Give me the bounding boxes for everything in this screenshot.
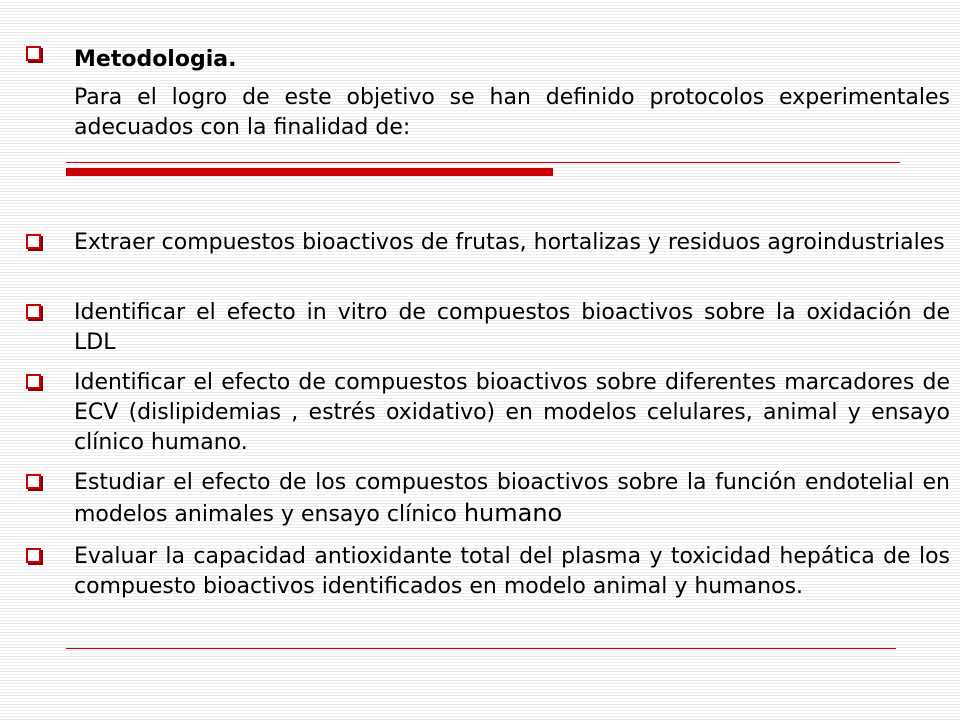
bullet-square-icon xyxy=(26,304,41,319)
list-item-text: Estudiar el efecto de los compuestos bioactivos sobre la función endotelial en modelos animales y ensayo clínico xyxy=(74,470,950,527)
list-item: Extraer compuestos bioactivos de frutas, hortalizas y residuos agroindustriales xyxy=(74,230,945,255)
list-item-tail: humano xyxy=(463,499,563,527)
divider-thin xyxy=(66,162,900,163)
bullet-square-icon xyxy=(26,474,41,489)
divider-thick xyxy=(66,168,553,176)
intro-paragraph: Para el logro de este objetivo se han definido protocolos experimentales adecuados con la finalidad de: xyxy=(74,85,950,140)
list-item xyxy=(74,468,950,530)
list-item: Identificar el efecto de compuestos bioactivos sobre diferentes marcadores de ECV (dislipidemias , estrés oxidativo) en modelos celulares, animal y ensayo clínico humano. xyxy=(74,370,950,455)
bullet-square-icon xyxy=(26,234,41,249)
section-heading: Metodologia. xyxy=(74,47,237,72)
list-item: Identificar el efecto in vitro de compuestos bioactivos sobre la oxidación de LDL xyxy=(74,300,950,355)
bottom-rule xyxy=(66,648,896,649)
bullet-square-icon xyxy=(26,374,41,389)
list-item: Evaluar la capacidad antioxidante total del plasma y toxicidad hepática de los compuesto bioactivos identificados en modelo animal y humanos. xyxy=(74,544,950,599)
heading-bullet-icon xyxy=(26,46,41,61)
bullet-square-icon xyxy=(26,548,41,563)
